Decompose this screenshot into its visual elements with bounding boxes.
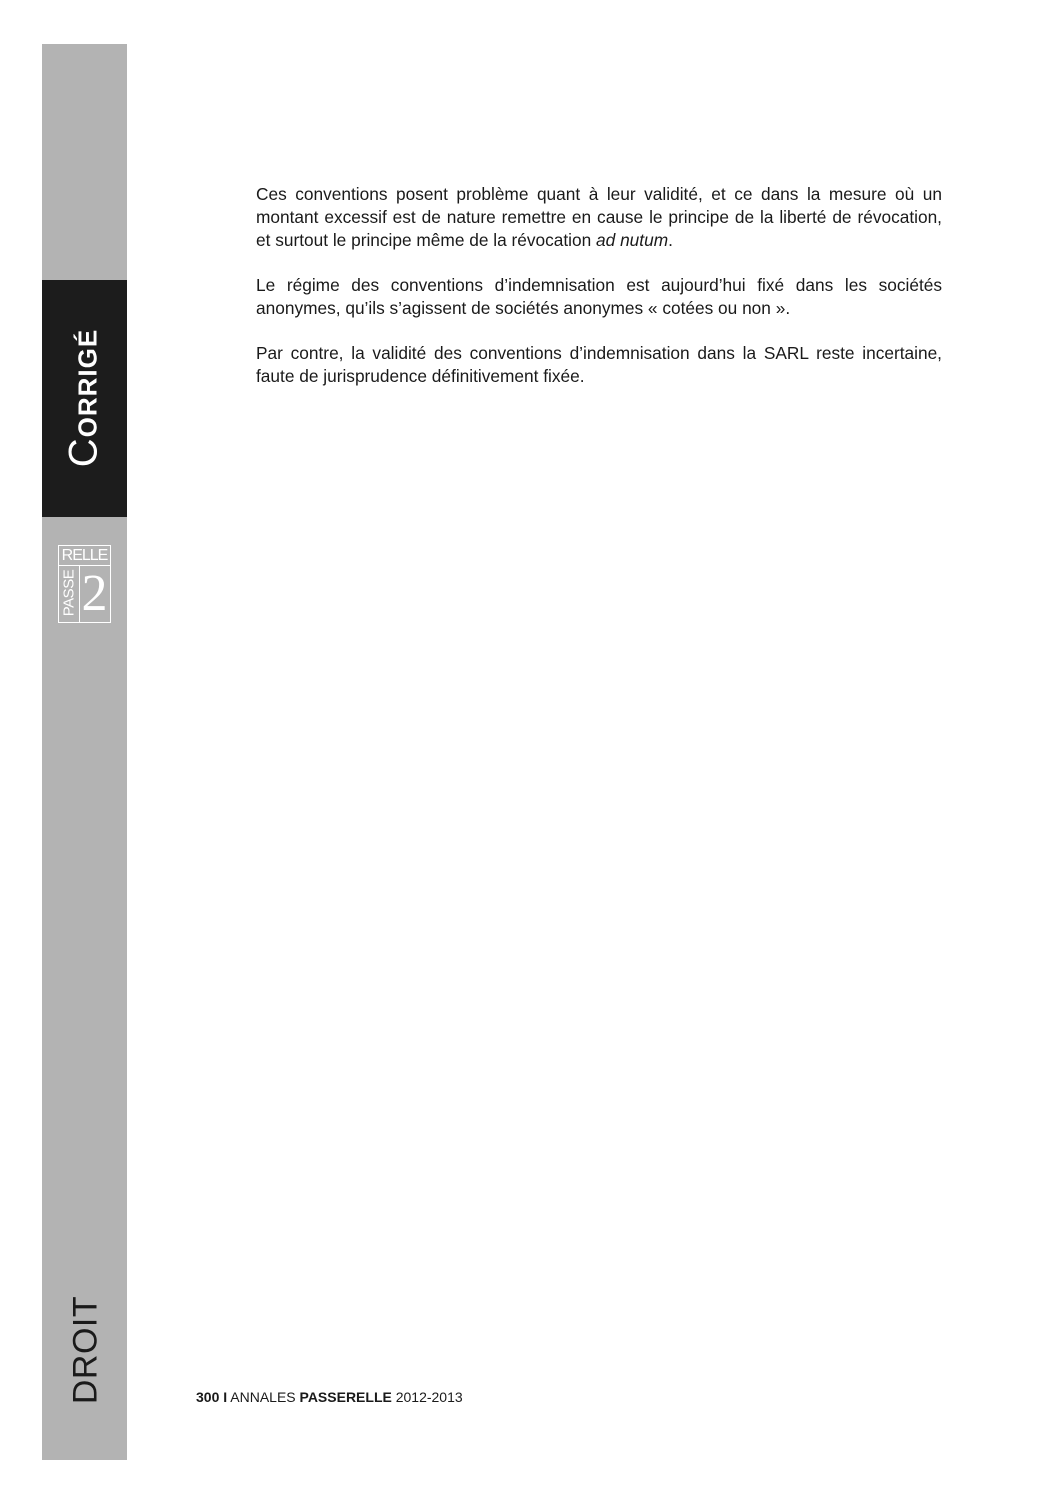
passerelle-logo bbox=[58, 545, 111, 623]
footer-years: 2012-2013 bbox=[395, 1389, 463, 1405]
paragraph-text-end: . bbox=[668, 230, 673, 250]
page-number: 300 bbox=[196, 1389, 220, 1405]
logo-top-text: RELLE bbox=[59, 546, 110, 566]
paragraph bbox=[256, 342, 942, 388]
paragraph-text: Le régime des conventions d’indemnisation est aujourd’hui fixé dans les sociétés anonymes, qu’ils s’agissent de sociétés anonymes « cotées ou non ». bbox=[256, 275, 942, 318]
paragraph-italic: ad nutum bbox=[596, 230, 669, 250]
sidebar-band bbox=[42, 44, 127, 1460]
section-title bbox=[62, 329, 107, 467]
subject-label: DROIT bbox=[66, 1295, 105, 1405]
logo-side bbox=[59, 565, 80, 622]
logo-number: 2 bbox=[81, 565, 108, 622]
paragraph-text: Par contre, la validité des conventions d’indemnisation dans la SARL reste incertaine, faute de jurisprudence définitivement fixée. bbox=[256, 343, 942, 386]
footer-publication: ANNALES bbox=[230, 1389, 296, 1405]
body-text bbox=[256, 183, 942, 410]
footer-separator: I bbox=[223, 1389, 228, 1405]
paragraph-text: Ces conventions posent problème quant à leur validité, et ce dans la mesure où un montant excessif est de nature remettre en cause le principe de la liberté de révocation, et surtout le principe même de la révocation bbox=[256, 184, 942, 250]
footer-brand: PASSERELLE bbox=[299, 1389, 392, 1405]
logo-side-text: PASSE bbox=[60, 569, 78, 617]
paragraph bbox=[256, 274, 942, 320]
paragraph bbox=[256, 183, 942, 252]
page-footer bbox=[196, 1389, 463, 1405]
section-title-rest: ORRIGÉ bbox=[72, 328, 103, 438]
section-title-initial: C bbox=[61, 437, 106, 468]
